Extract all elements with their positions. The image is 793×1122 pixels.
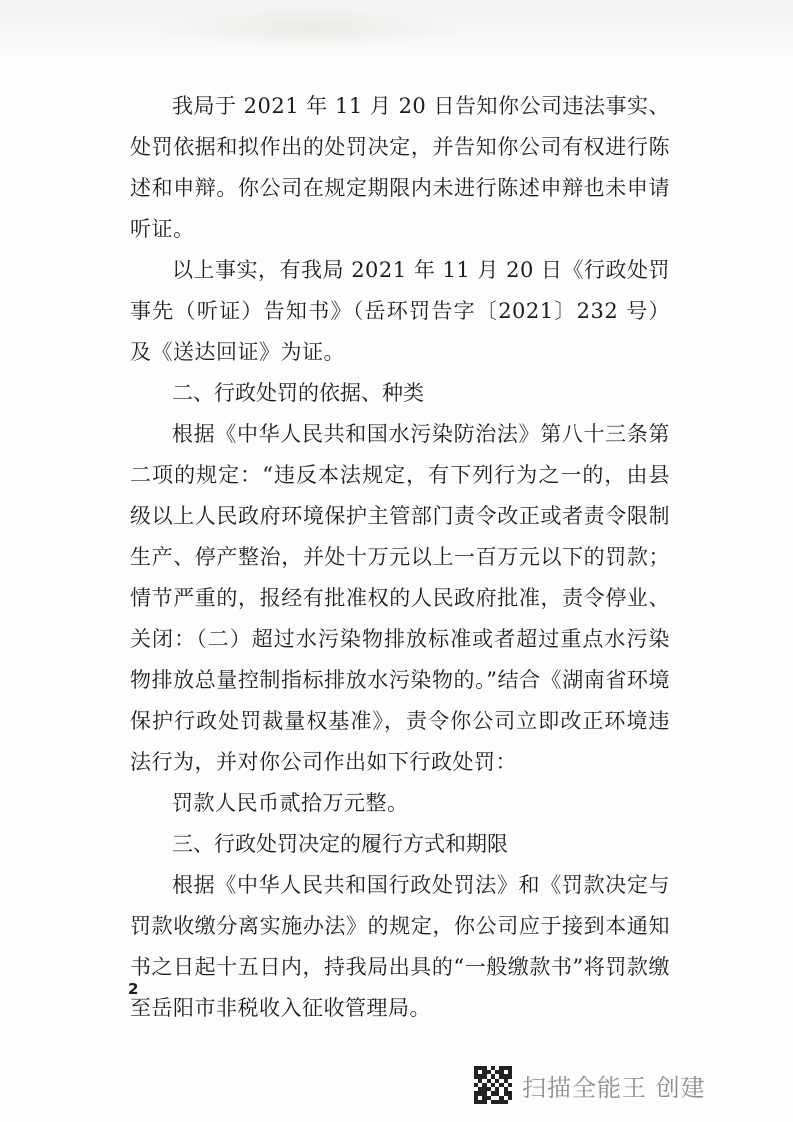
paragraph-legal-basis: 根据《中华人民共和国水污染防治法》第八十三条第二项的规定：“违反本法规定，有下列行为之一的，由县级以上人民政府环境保护主管部门责令改正或者责令限制生产、停产整治，并处十万元以上一百万元以下的罚款；情节严重的，报经有批准权的人民政府批准，责令停业、关闭：（二）超过水污染物排放标准或者超过重点水污染物排放总量控制指标排放水污染物的。”结合《湖南省环境保护行政处罚裁量权基准》，责令你公司立即改正环境违法行为，并对你公司作出如下行政处罚： [130,422,670,774]
section-heading-payment: 三、行政处罚决定的履行方式和期限 [172,832,508,856]
qr-code-icon [474,1066,512,1104]
watermark-text: 扫描全能王 创建 [522,1073,706,1102]
section-heading-basis: 二、行政处罚的依据、种类 [172,381,424,405]
page-number: 2 [128,980,139,998]
scanner-watermark [474,1063,706,1107]
paragraph-notification: 我局于 2021 年 11 月 20 日告知你公司违法事实、处罚依据和拟作出的处罚决定，并告知你公司有权进行陈述和申辩。你公司在规定期限内未进行陈述申辩也未申请听证。 [130,94,670,241]
scan-smudge [150,8,470,48]
paragraph-penalty: 罚款人民币贰拾万元整。 [172,791,409,815]
paragraph-payment: 根据《中华人民共和国行政处罚法》和《罚款决定与罚款收缴分离实施办法》的规定，你公司应于接到本通知书之日起十五日内，持我局出具的“一般缴款书”将罚款缴至岳阳市非税收入征收管理局。 [130,873,670,1020]
document-body [130,86,670,1029]
paragraph-evidence: 以上事实，有我局 2021 年 11 月 20 日《行政处罚事先（听证）告知书》（岳环罚告字〔2021〕232 号）及《送达回证》为证。 [130,258,670,364]
